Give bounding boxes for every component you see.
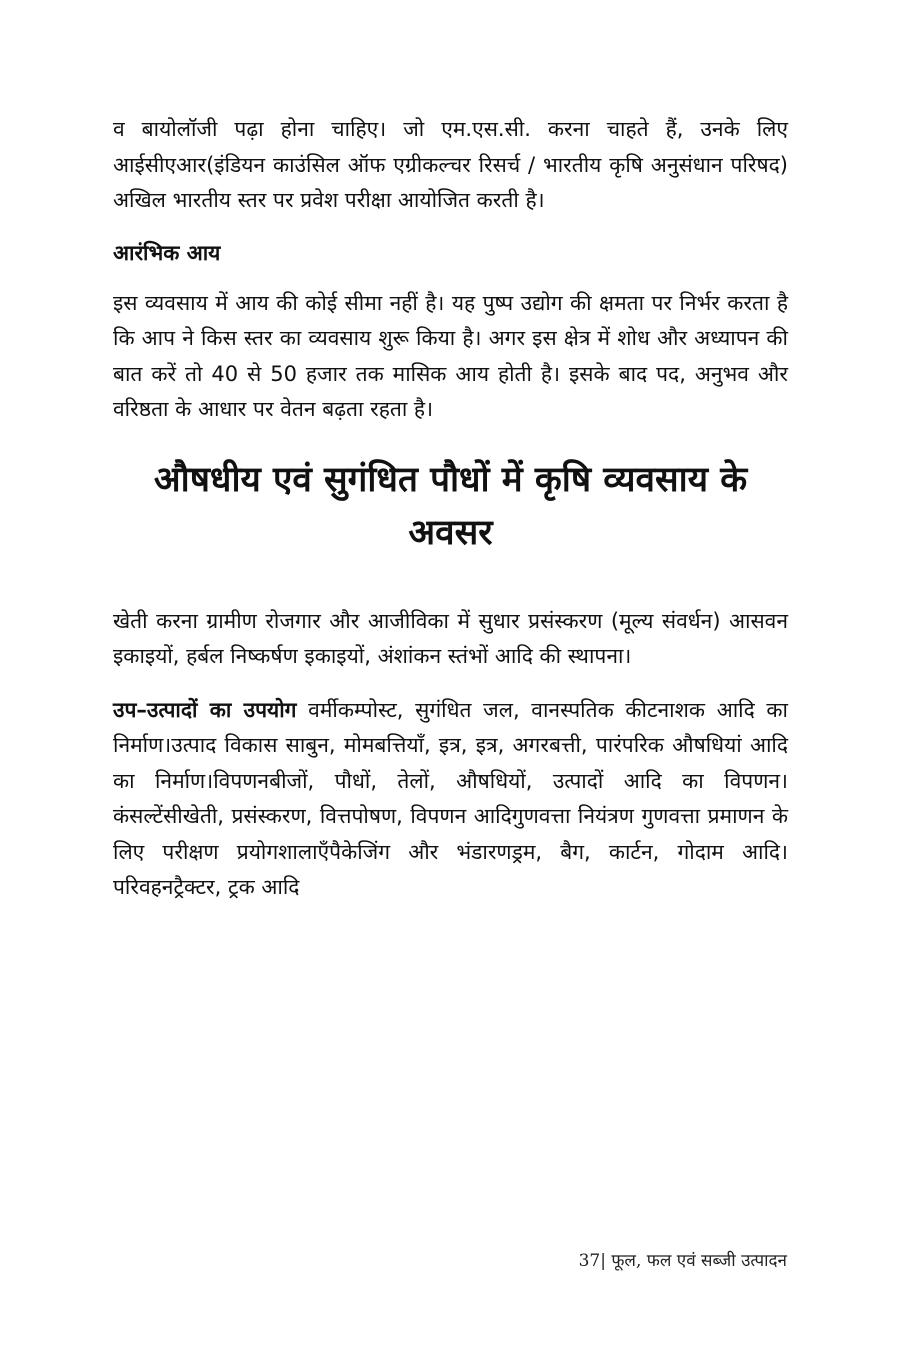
paragraph-farming: खेती करना ग्रामीण रोजगार और आजीविका में सुधार प्रसंस्करण (मूल्य संवर्धन) आसवन इकाइयों, हर्बल निष्कर्षण इकाइयों, अंशांकन स्तंभों आदि की स्थापना। xyxy=(113,608,788,668)
page-title: औषधीय एवं सुगंधित पौधों में कृषि व्यवसाय के अवसर xyxy=(153,459,748,553)
page-footer: 37| फूल, फल एवं सब्जी उत्पादन xyxy=(578,1251,787,1271)
paragraph-byproducts xyxy=(113,693,788,906)
paragraph-eligibility: व बायोलॉजी पढ़ा होना चाहिए। जो एम.एस.सी. करना चाहते हैं, उनके लिए आईसीएआर(इंडियन काउंसिल ऑफ एग्रीकल्चर रिसर्च / भारतीय कृषि अनुसंधान परिषद) अखिल भारतीय स्तर पर प्रवेश परीक्षा आयोजित करती है। xyxy=(113,117,788,212)
byproducts-lead: उप–उत्पादों का उपयोग xyxy=(113,697,297,722)
paragraph-income: इस व्यवसाय में आय की कोई सीमा नहीं है। यह पुष्प उद्योग की क्षमता पर निर्भर करता है कि आप ने किस स्तर का व्यवसाय शुरू किया है। अगर इस क्षेत्र में शोध और अध्यापन की बात करें तो 40 से 50 हजार तक मासिक आय होती है। इसके बाद पद, अनुभव और वरिष्ठता के आधार पर वेतन बढ़ता रहता है। xyxy=(113,290,788,421)
section-heading-initial-income: आरंभिक आय xyxy=(113,240,221,265)
byproducts-body: वर्मीकम्पोस्ट, सुगंधित जल, वानस्पतिक कीटनाशक आदि का निर्माण।उत्पाद विकास साबुन, मोमबत्तियाँ, इत्र, इत्र, अगरबत्ती, पारंपरिक औषधियां आदि का निर्माण।विपणनबीजों, पौधों, तेलों, औषधियों, उत्पादों आदि का विपणन।कंसल्टेंसीखेती, प्रसंस्करण, वित्तपोषण, विपणन आदिगुणवत्ता नियंत्रण गुणवत्ता प्रमाणन के लिए परीक्षण प्रयोगशालाएँपैकेजिंग और भंडारणड्रम, बैग, कार्टन, गोदाम आदि।परिवहनट्रैक्टर, ट्रक आदि xyxy=(113,697,788,899)
page-content xyxy=(113,112,788,906)
